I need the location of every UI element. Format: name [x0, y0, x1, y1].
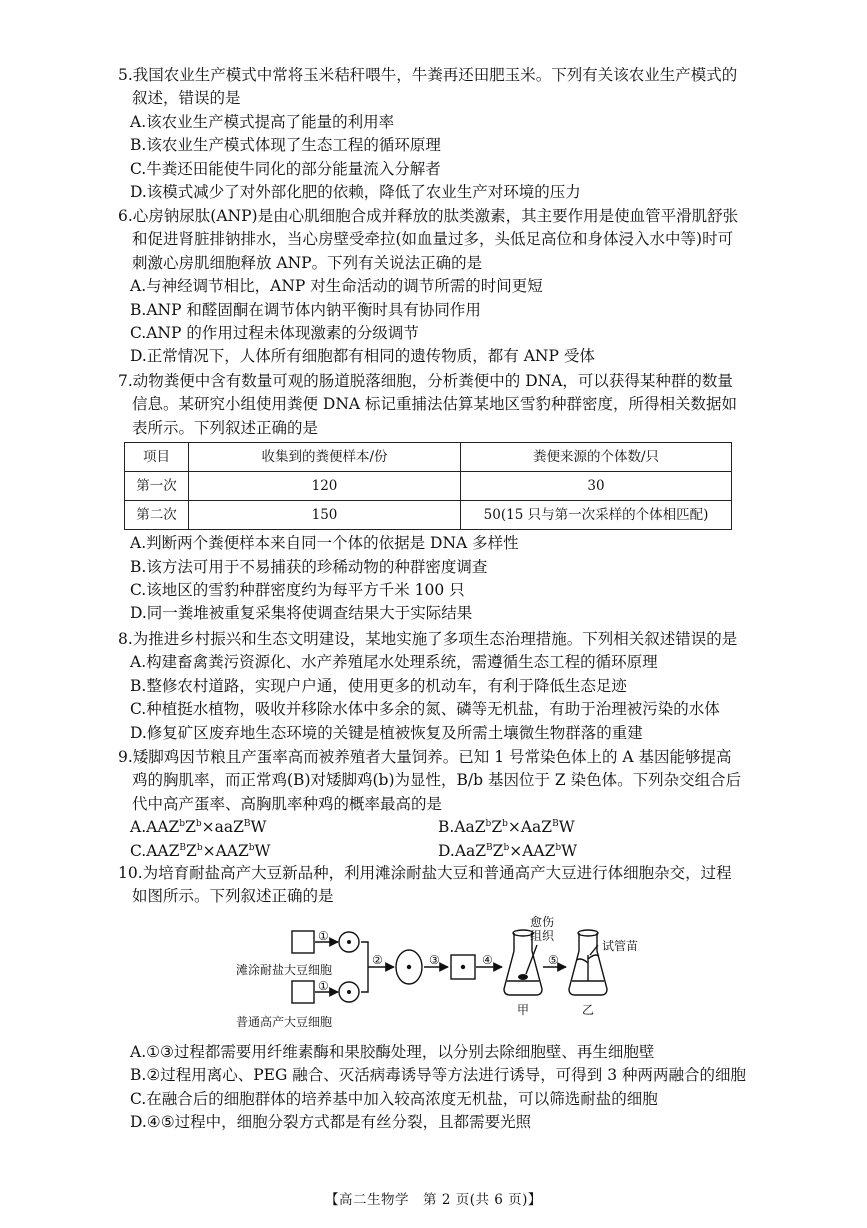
step-5-label: ⑤ [548, 952, 559, 967]
table-cell: 第一次 [125, 472, 189, 501]
question-9 [118, 746, 746, 863]
option-a: $A.AAZ^bZ^b\times aaZ^BW$ [130, 818, 267, 837]
normal-cell-label: 普通高产大豆细胞 [236, 1014, 333, 1029]
normal-cell-shape [292, 981, 314, 1003]
table-header: 项目 [125, 443, 189, 472]
question-10 [118, 862, 746, 1134]
question-stem: 7.动物粪便中含有数量可观的肠道脱落细胞，分析粪便中的 DNA，可以获得某种群的数量信息。某研究小组使用粪便 DNA 标记重捕法估算某地区雪豹种群密度，所得相关数据如表所示。下列叙述正确的是 [118, 372, 738, 437]
option-c: C.牛粪还田能使牛同化的部分能量流入分解者 [130, 159, 441, 178]
options-row [118, 840, 746, 863]
option-a: A.①③过程都需要用纤维素酶和果胶酶处理，以分别去除细胞壁、再生细胞壁 [130, 1042, 655, 1061]
option-d: D.该模式减少了对外部化肥的依赖，降低了农业生产对环境的压力 [130, 183, 581, 202]
table-cell: 120 [189, 472, 461, 501]
option-d: D.同一粪堆被重复采集将使调查结果大于实际结果 [130, 604, 473, 623]
question-8 [118, 628, 746, 745]
option-d: D.修复矿区废弃地生态环境的关键是植被恢复及所需土壤微生物群落的重建 [130, 723, 643, 742]
step-4-label: ④ [482, 952, 493, 967]
question-stem: 8.为推进乡村振兴和生态文明建设，某地实施了多项生态治理措施。下列相关叙述错误的是 [118, 630, 738, 648]
nucleus-fused [407, 965, 411, 969]
data-table [124, 442, 732, 530]
question-stem: 6.心房钠尿肽(ANP)是由心肌细胞合成并释放的肽类激素，其主要作用是使血管平滑肌舒张和促进肾脏排钠排水，当心房壁受牵拉(如血量过多，头低足高位和身体浸入水中等)时可刺激心房肌细胞释放 ANP。下列有关说法正确的是 [118, 207, 739, 272]
nucleus-bottom [347, 990, 351, 994]
salt-cell-shape [292, 931, 314, 953]
option-c: C.该地区的雪豹种群密度约为每平方千米 100 只 [130, 581, 465, 600]
table-header: 收集到的粪便样本/份 [189, 443, 461, 472]
option-b: B.ANP 和醛固酮在调节体内钠平衡时具有协同作用 [130, 300, 481, 319]
step-1-label-bottom: ① [318, 978, 329, 993]
option-b: $B.AaZ^bZ^b\times AaZ^BW$ [438, 818, 575, 837]
table-header: 粪便来源的个体数/只 [461, 443, 732, 472]
table-row [125, 472, 732, 501]
option-d: D.④⑤过程中，细胞分裂方式都是有丝分裂，且都需要光照 [130, 1113, 532, 1132]
flask-2-mouth [578, 930, 598, 936]
option-a: A.判断两个粪便样本来自同一个体的依据是 DNA 多样性 [130, 534, 519, 553]
nucleus-top [347, 940, 351, 944]
option-d: D.正常情况下，人体所有细胞都有相同的遗传物质，都有 ANP 受体 [130, 347, 595, 366]
flask-2-label: 乙 [582, 1002, 595, 1017]
option-a: A.该农业生产模式提高了能量的利用率 [130, 112, 395, 131]
option-b: B.该农业生产模式体现了生态工程的循环原理 [130, 136, 441, 155]
page-footer: 【高二生物学 第 2 页(共 6 页)】 [325, 1192, 542, 1208]
salt-cell-label: 滩涂耐盐大豆细胞 [236, 962, 333, 977]
question-stem: 5.我国农业生产模式中常将玉米秸秆喂牛，牛粪再还田肥玉米。下列有关该农业生产模式的叙述，错误的是 [118, 66, 738, 108]
step-2-label: ② [372, 952, 383, 967]
question-7 [118, 370, 746, 626]
table-cell: 50(15 只与第一次采样的个体相匹配) [461, 501, 732, 530]
diagram-drawing [118, 911, 746, 1037]
option-c: C.在融合后的细胞群体的培养基中加入较高浓度无机盐，可以筛选耐盐的细胞 [130, 1089, 658, 1108]
table-cell: 30 [461, 472, 732, 501]
fusion-diagram [118, 911, 746, 1037]
question-5 [118, 64, 746, 204]
step-1-label: ① [318, 928, 329, 943]
table-header-row [125, 443, 732, 472]
question-6 [118, 205, 746, 369]
option-b: B.整修农村道路，实现户户通，使用更多的机动车，有利于降低生态足迹 [130, 676, 627, 695]
question-stem: 9.矮脚鸡因节粮且产蛋率高而被养殖者大量饲养。已知 1 号常染色体上的 A 基因能够提高鸡的胸肌率，而正常鸡(B)对矮脚鸡(b)为显性，B/b 基因位于 Z 染色体。下列杂交组合后代中高产蛋率、高胸肌率种鸡的概率最高的是 [118, 748, 742, 813]
callus-label: 愈伤组织 [530, 914, 555, 943]
option-c: C.种植挺水植物，吸收并移除水体中多余的氮、磷等无机盐，有助于治理被污染的水体 [130, 700, 720, 719]
plantlet-icon [577, 955, 599, 981]
option-a: A.构建畜禽粪污资源化、水产养殖尾水处理系统，需遵循生态工程的循环原理 [130, 653, 658, 672]
table-row [125, 501, 732, 530]
table-cell: 150 [189, 501, 461, 530]
option-d: $D.AaZ^BZ^b\times AAZ^bW$ [438, 841, 578, 860]
option-b: B.该方法可用于不易捕获的珍稀动物的种群密度调查 [130, 557, 488, 576]
flask-1-label: 甲 [517, 1002, 530, 1017]
merge-bracket [361, 942, 368, 992]
option-a: A.与神经调节相比，ANP 对生命活动的调节所需的时间更短 [130, 277, 543, 296]
options-row [118, 816, 746, 839]
step-3-label: ③ [429, 952, 440, 967]
option-c: C.ANP 的作用过程未体现激素的分级调节 [130, 324, 419, 343]
table-cell: 第二次 [125, 501, 189, 530]
callus-mass [518, 974, 528, 980]
nucleus-hybrid [461, 965, 465, 969]
plantlet-label: 试管苗 [602, 938, 639, 953]
question-stem: 10.为培育耐盐高产大豆新品种，利用滩涂耐盐大豆和普通高产大豆进行体细胞杂交，过程如图所示。下列叙述正确的是 [118, 864, 732, 906]
option-b: B.②过程用离心、PEG 融合、灭活病毒诱导等方法进行诱导，可得到 3 种两两融合的细胞 [130, 1066, 746, 1085]
option-c: $C.AAZ^BZ^b\times AAZ^bW$ [130, 841, 271, 860]
